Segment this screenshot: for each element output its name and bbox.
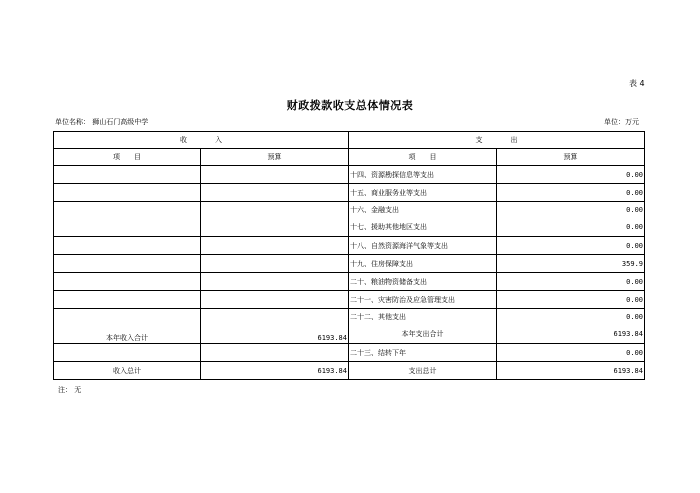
expense-budget-cell bbox=[497, 309, 645, 344]
page-title: 财政拨款收支总体情况表 bbox=[286, 99, 414, 112]
income-item-cell bbox=[54, 291, 201, 309]
income-item-cell bbox=[54, 273, 201, 291]
expense-budget-cell: 0.00 bbox=[497, 291, 645, 309]
expense-budget-cell: 0.00 bbox=[497, 273, 645, 291]
finance-table bbox=[53, 131, 645, 380]
income-item-header: 项 目 bbox=[54, 149, 201, 166]
expense-header: 支 出 bbox=[349, 132, 645, 149]
carry-label: 二十三、结转下年 bbox=[349, 344, 497, 362]
income-budget-cell bbox=[201, 202, 349, 237]
expense-item-header: 项 目 bbox=[349, 149, 497, 166]
expense-budget-cell: 359.9 bbox=[497, 255, 645, 273]
income-item-cell bbox=[54, 344, 201, 362]
income-total-value: 6193.84 bbox=[201, 362, 349, 380]
expense-budget-line: 0.00 bbox=[626, 206, 643, 214]
expense-budget-line: 0.00 bbox=[626, 223, 643, 231]
table-row bbox=[54, 184, 645, 202]
income-budget-cell bbox=[201, 237, 349, 255]
income-item-cell bbox=[54, 184, 201, 202]
year-expense-value: 6193.84 bbox=[613, 330, 643, 338]
income-header: 收 入 bbox=[54, 132, 349, 149]
carry-value: 0.00 bbox=[497, 344, 645, 362]
year-expense-label: 本年支出合计 bbox=[401, 330, 444, 338]
table-row bbox=[54, 166, 645, 184]
header-row-groups bbox=[54, 132, 645, 149]
table-row-year-total bbox=[54, 309, 645, 344]
expense-item-cell: 十九、住房保障支出 bbox=[349, 255, 497, 273]
income-budget-cell bbox=[201, 291, 349, 309]
table-row bbox=[54, 255, 645, 273]
income-item-cell bbox=[54, 166, 201, 184]
table-number-label: 表 4 bbox=[629, 79, 645, 88]
expense-item-line: 二十二、其他支出 bbox=[350, 313, 406, 321]
note-text: 注： 无 bbox=[58, 386, 82, 394]
income-item-cell bbox=[54, 255, 201, 273]
income-total-label: 收入总计 bbox=[54, 362, 201, 380]
income-budget-cell bbox=[201, 184, 349, 202]
expense-item-cell: 十五、商业服务业等支出 bbox=[349, 184, 497, 202]
unit-name-label: 单位名称： 狮山石门高级中学 bbox=[55, 118, 149, 126]
expense-budget-line: 0.00 bbox=[626, 313, 643, 321]
expense-budget-cell bbox=[497, 202, 645, 237]
expense-total-label: 支出总计 bbox=[349, 362, 497, 380]
year-income-label: 本年收入合计 bbox=[54, 309, 201, 344]
table-row-grand-total bbox=[54, 362, 645, 380]
expense-item-cell: 十八、自然资源海洋气象等支出 bbox=[349, 237, 497, 255]
expense-item-cell: 十四、资源勘探信息等支出 bbox=[349, 166, 497, 184]
income-budget-cell bbox=[201, 255, 349, 273]
table-row bbox=[54, 202, 645, 237]
income-budget-cell bbox=[201, 166, 349, 184]
table-row bbox=[54, 291, 645, 309]
expense-budget-cell: 0.00 bbox=[497, 237, 645, 255]
income-item-cell bbox=[54, 237, 201, 255]
income-budget-cell bbox=[201, 273, 349, 291]
expense-item-cell bbox=[349, 309, 497, 344]
income-budget-header: 预算 bbox=[201, 149, 349, 166]
expense-item-cell: 二十一、灾害防治及应急管理支出 bbox=[349, 291, 497, 309]
table-row-carry bbox=[54, 344, 645, 362]
table-row bbox=[54, 237, 645, 255]
expense-budget-cell: 0.00 bbox=[497, 166, 645, 184]
income-budget-cell bbox=[201, 344, 349, 362]
expense-item-cell bbox=[349, 202, 497, 237]
expense-item-cell: 二十、粮油物资储备支出 bbox=[349, 273, 497, 291]
year-income-value: 6193.84 bbox=[201, 309, 349, 344]
income-item-cell bbox=[54, 202, 201, 237]
expense-item-line: 十七、援助其他地区支出 bbox=[350, 223, 427, 231]
expense-budget-header: 预算 bbox=[497, 149, 645, 166]
unit-measure-label: 单位：万元 bbox=[604, 118, 639, 126]
header-row-columns bbox=[54, 149, 645, 166]
expense-total-value: 6193.84 bbox=[497, 362, 645, 380]
expense-item-line: 十六、金融支出 bbox=[350, 206, 399, 214]
expense-budget-cell: 0.00 bbox=[497, 184, 645, 202]
table-row bbox=[54, 273, 645, 291]
